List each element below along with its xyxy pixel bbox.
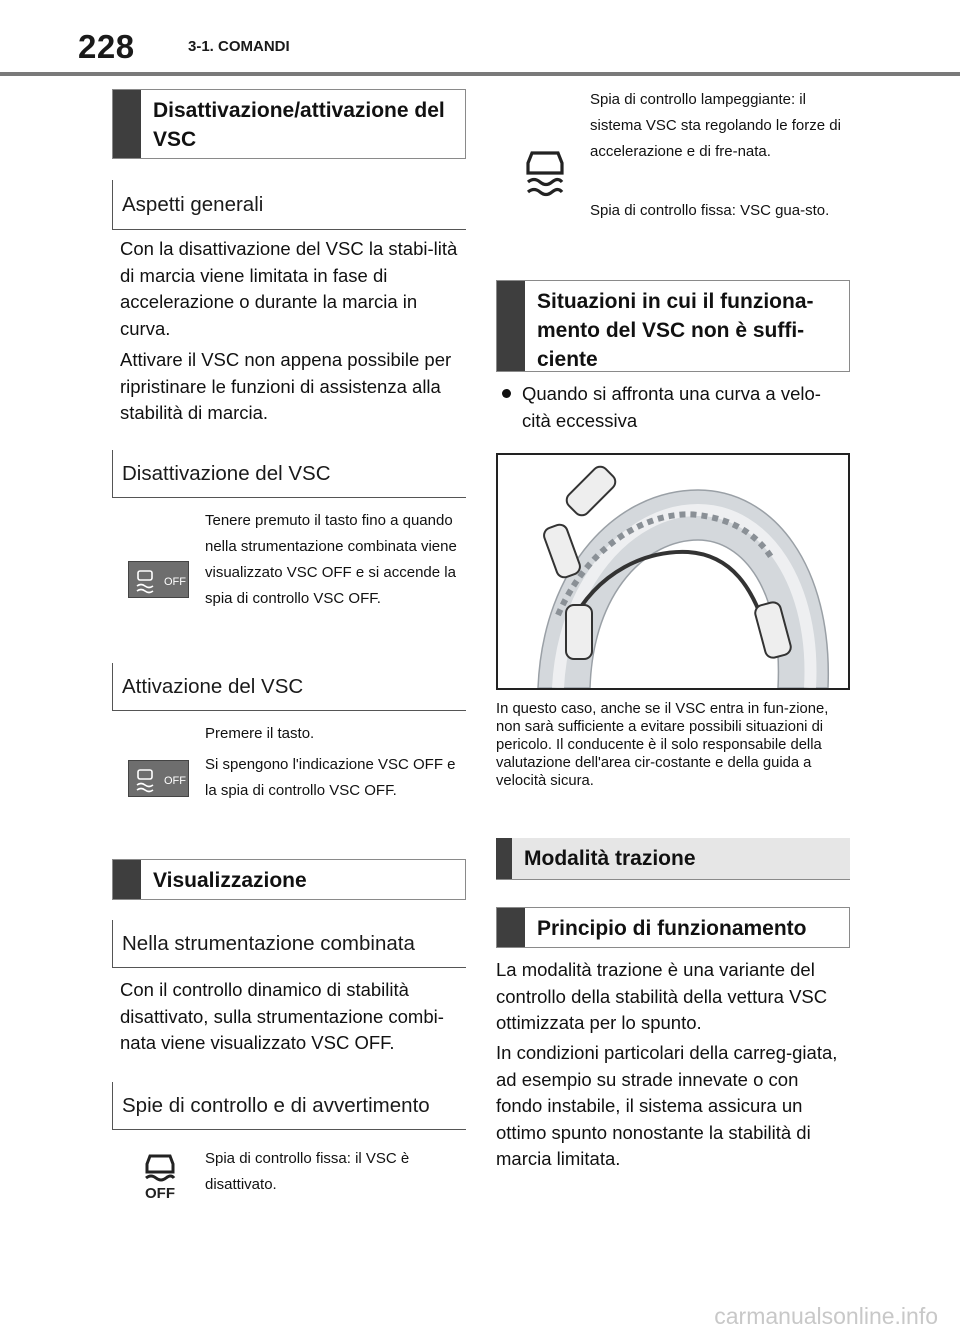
- heading-text: Visualizzazione: [153, 869, 307, 892]
- deactivate-instructions: Tenere premuto il tasto fino a quando nella strumentazione combinata viene visualizzato VSC OFF e si accende la spia di controllo VSC OFF.: [205, 512, 457, 607]
- heading-text: Modalità trazione: [524, 847, 696, 870]
- bullet-dot: [502, 389, 511, 398]
- section-heading-principle: [496, 907, 850, 948]
- heading-text: Situazioni in cui il funziona-mento del VSC non è suffi-ciente: [537, 290, 814, 371]
- bullet-curve-speed: Quando si affronta una curva a velo-cità eccessiva: [522, 383, 821, 431]
- illustration-caption: In questo caso, anche se il VSC entra in fun-zione, non sarà sufficiente a evitare possibili situazioni di pericolo. Il conducente è il solo responsabile della valutazione dell'area cir-costante e della guida a velocità sicura.: [496, 701, 829, 789]
- lamp-fixed-text: Spia di controllo fissa: VSC gua-sto.: [590, 202, 830, 219]
- subheading-general: Aspetti generali: [112, 180, 466, 230]
- subheading-deactivate: Disattivazione del VSC: [112, 450, 466, 498]
- lamp-blink-text: Spia di controllo lampeggiante: il sistema VSC sta regolando le forze di accelerazione e di fre-nata.: [590, 91, 841, 160]
- lamp-off-text: Spia di controllo fissa: il VSC è disattivato.: [205, 1150, 410, 1193]
- watermark: carmanualsonline.info: [714, 1303, 938, 1329]
- button-off-label-2: OFF: [164, 775, 186, 787]
- heading-bar: [113, 860, 141, 899]
- button-off-label: OFF: [164, 576, 186, 588]
- chapter-title: 3-1. COMANDI: [188, 38, 290, 55]
- page-number: 228: [78, 28, 135, 65]
- section-heading-vsc-toggle: [112, 89, 466, 159]
- heading-text: Principio di funzionamento: [537, 917, 807, 940]
- subheading-lamps: Spie di controllo e di avvertimento: [112, 1082, 466, 1130]
- activate-step-1: Premere il tasto.: [205, 725, 315, 742]
- lamp-off-label: OFF: [145, 1185, 175, 1202]
- paragraph-general-1: Con la disattivazione del VSC la stabi-lità di marcia viene limitata in fase di accelerazione o durante la marcia in curva.: [120, 238, 458, 339]
- section-heading-traction: [496, 838, 850, 880]
- curve-illustration: [496, 453, 850, 690]
- heading-bar: [497, 908, 525, 947]
- activate-step-2: Si spengono l'indicazione VSC OFF e la spia di controllo VSC OFF.: [205, 756, 456, 799]
- section-heading-insufficient: [496, 280, 850, 372]
- heading-bar: [497, 281, 525, 371]
- vsc-off-button-icon: [128, 561, 189, 598]
- paragraph-traction-2: In condizioni particolari della carreg-giata, ad esempio su strade innevate o con fondo instabile, il sistema assicura un ottimo spunto nonostante la stabilità di marcia limitata.: [496, 1042, 838, 1169]
- vsc-off-lamp-icon: [140, 1150, 180, 1202]
- vsc-off-button-icon-2: [128, 760, 189, 797]
- section-heading-display: [112, 859, 466, 900]
- paragraph-general-2: Attivare il VSC non appena possibile per ripristinare le funzioni di assistenza alla stabilità di marcia.: [120, 349, 452, 423]
- paragraph-traction-1: La modalità trazione è una variante del controllo della stabilità della vettura VSC ottimizzata per lo spunto.: [496, 959, 828, 1033]
- subheading-instrument: Nella strumentazione combinata: [112, 920, 466, 968]
- vsc-lamp-icon: [522, 148, 568, 200]
- paragraph-instrument: Con il controllo dinamico di stabilità disattivato, sulla strumentazione combi-nata viene visualizzato VSC OFF.: [120, 979, 444, 1053]
- heading-bar: [113, 90, 141, 158]
- heading-bar: [496, 838, 512, 879]
- header-rule: [0, 72, 960, 76]
- heading-text: Disattivazione/attivazione del VSC: [153, 99, 445, 151]
- subheading-activate: Attivazione del VSC: [112, 663, 466, 711]
